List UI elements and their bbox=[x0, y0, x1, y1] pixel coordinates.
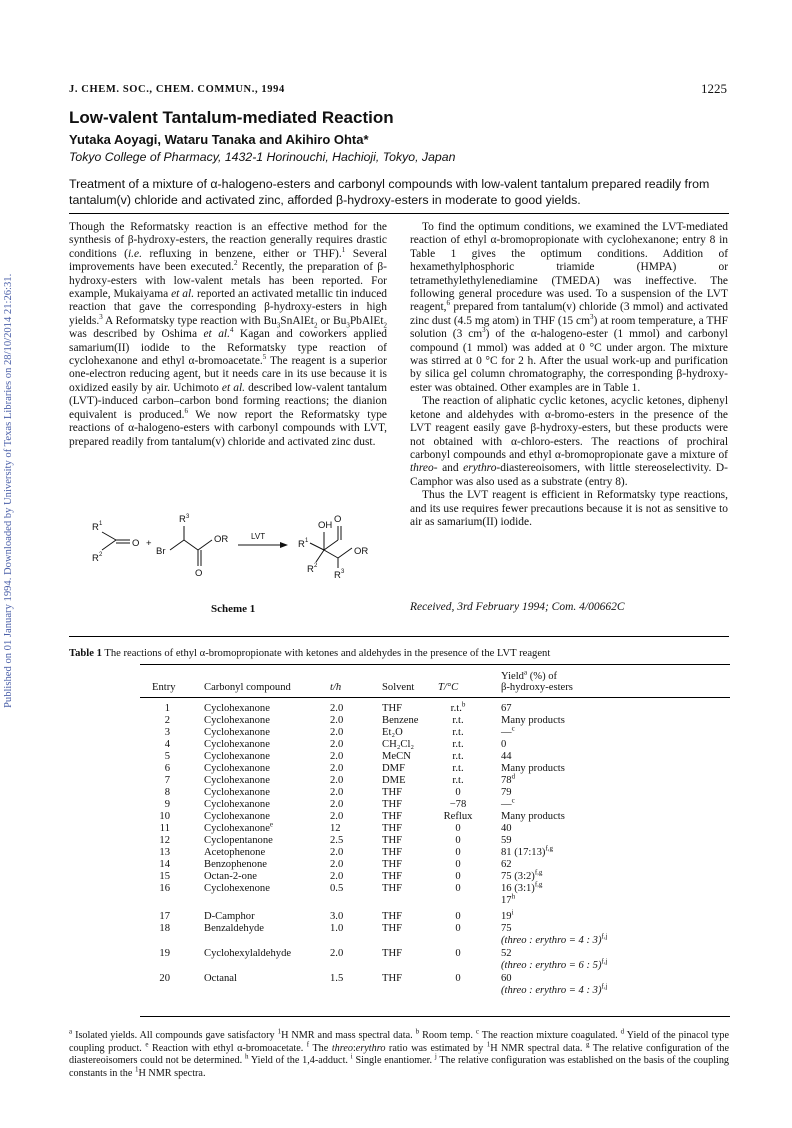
yield-cell: 62 bbox=[501, 859, 512, 870]
scheme-label: R bbox=[307, 564, 314, 575]
temp-cell: r.t. bbox=[452, 775, 464, 786]
scheme-label: 2 bbox=[314, 563, 318, 569]
scheme-label: R bbox=[92, 553, 99, 564]
scheme-label: R bbox=[334, 570, 341, 581]
compound-cell: Cyclopentanone bbox=[204, 835, 273, 846]
running-head: J. CHEM. SOC., CHEM. COMMUN., 1994 bbox=[69, 84, 285, 95]
entry-cell: 15 bbox=[159, 871, 170, 882]
time-header-text: t/h bbox=[330, 682, 342, 693]
yield-cell: 79 bbox=[501, 787, 512, 798]
page-number: 1225 bbox=[701, 81, 727, 96]
scheme-label: 2 bbox=[99, 552, 103, 558]
scheme-label: 3 bbox=[186, 514, 190, 520]
temp-cell: 0 bbox=[455, 973, 461, 984]
table-footnotes: $^a$ Isolated yields. All compounds gave satisfactory $^1$H NMR and mass spectral data. $^b$ Room temp. $^c$ The reaction mixture coagulated. $^d$ Yield of the pinacol type coupling product. $^e$ Reaction with ethyl α-bromoacetate. $^f$ The threo:erythro ratio was estimated by $^1$H NMR spectral data. $^g$ The relative configuration of the diastereoisomers could not be determined. $^h$ Yield of the 1,4-adduct. $^i$ Single enantiomer. $^j$ The relative configuration was established on the basis of the coupling constants in the $^1$H NMR spectra. bbox=[69, 1027, 730, 1079]
time-cell: 2.0 bbox=[330, 787, 344, 798]
yield-header-text: Yield bbox=[501, 671, 524, 682]
compound-cell: Acetophenone bbox=[204, 847, 266, 858]
scheme-label: R bbox=[92, 522, 99, 533]
paragraph: To find the optimum conditions, we examined the LVT-mediated reaction of ethyl α-bromopropionate with cyclohexanone; entry 8 in Table 1 gives the optimum conditions. Addition of hexamethylphosphoric triamide (HMPA) or tetramethylethylenediamine (TMEDA) was ineffective. The following general procedure was used. To a suspension of the LVT reagent,$^6$ prepared from tantalum(v) chloride (3 mmol) and activated zinc dust (4.5 mg atom) in THF (15 $cm^3$) at room temperature, a THF solution (3 $cm^3$) of the α-halogeno-ester (1 mmol) and carbonyl compound (1 mmol) was added at 0 °C under argon. The mixture was stirred at 0 °C for 2 h. After the usual work-up and purification by silica gel column chromatography, the corresponding β-hydroxy-ester was obtained. Other examples are in Table 1. bbox=[410, 221, 729, 394]
compound-cell: Benzophenone bbox=[204, 859, 267, 870]
entry-cell: 3 bbox=[164, 727, 170, 738]
time-cell: 2.0 bbox=[330, 948, 344, 959]
entry-cell: 20 bbox=[159, 973, 170, 984]
compound-cell: Cyclohexylaldehyde bbox=[204, 948, 292, 959]
time-cell: 2.0 bbox=[330, 739, 344, 750]
yield-cell: 16 (3:1)$^{f,g}$ bbox=[501, 880, 543, 894]
yield-cell: Many products bbox=[501, 763, 565, 774]
solvent-cell: THF bbox=[382, 883, 403, 894]
compound-cell: Cyclohexanone bbox=[204, 763, 270, 774]
scheme-label: R bbox=[298, 539, 305, 550]
solvent-cell: THF bbox=[382, 871, 403, 882]
col-header-yield-line2: β-hydroxy-esters bbox=[501, 682, 573, 693]
yield-cell: 81 (17:13)$^{f,g}$ bbox=[501, 844, 554, 858]
time-cell: 2.0 bbox=[330, 799, 344, 810]
entry-cell: 19 bbox=[159, 948, 170, 959]
yield-cell: 44 bbox=[501, 751, 512, 762]
compound-cell: Cyclohexanone$^e$ bbox=[204, 820, 274, 834]
temp-cell: 0 bbox=[455, 948, 461, 959]
temp-header-text: T/°C bbox=[438, 682, 459, 693]
solvent-cell: THF bbox=[382, 948, 403, 959]
table-bottom-rule bbox=[140, 1016, 730, 1017]
col-header-solvent: Solvent bbox=[382, 682, 415, 693]
time-cell: 2.0 bbox=[330, 715, 344, 726]
col-header-entry: Entry bbox=[152, 682, 176, 693]
temp-cell: −78 bbox=[449, 799, 467, 810]
time-cell: 2.0 bbox=[330, 751, 344, 762]
entry-cell: 8 bbox=[164, 787, 170, 798]
entry-cell: 12 bbox=[159, 835, 170, 846]
entry-cell: 9 bbox=[164, 799, 170, 810]
entry-cell: 16 bbox=[159, 883, 170, 894]
entry-cell: 1 bbox=[164, 703, 170, 714]
scheme-label: O bbox=[195, 568, 203, 579]
solvent-cell: Benzene bbox=[382, 715, 419, 726]
affiliation: Tokyo College of Pharmacy, 1432-1 Horinouchi, Hachioji, Tokyo, Japan bbox=[69, 150, 456, 164]
compound-cell: Cyclohexenone bbox=[204, 883, 270, 894]
scheme-label: 3 bbox=[341, 569, 345, 575]
article-title: Low-valent Tantalum-mediated Reaction bbox=[69, 108, 394, 127]
entry-cell: 14 bbox=[159, 859, 170, 870]
temp-cell: r.t. bbox=[452, 763, 464, 774]
paragraph: Though the Reformatsky reaction is an effective method for the synthesis of β-hydroxy-esters, the reaction generally requires drastic conditions (i.e. refluxing in benzene, either or THF).$^1$ Several improvements have been executed.$^2$ Recently, the preparation of β-hydroxy-esters with low-valent metals has been reported. For example, Mukaiyama et al. reported an activated metallic tin induced reaction that gave the corresponding β-hydroxy-esters in high yields.$^3$ A Reformatsky type reaction with $Bu_3SnAlEt_2$ or $Bu_3PbAlEt_2$ was described by Oshima et al.$^4$ Kagan and coworkers applied samarium(II) iodide to the Reformatsky type reaction of cyclohexanone and ethyl α-bromoacetate.$^5$ The reagent is a superior one-electron reducing agent, but it needs care in its use because it is oxidized easily by air. Uchimoto et al. described low-valent tantalum (LVT)-induced carbon–carbon bond forming reactions; the dianion equivalent is produced.$^6$ We now report the Reformatsky type reactions of α-halogeno-esters with carbonyl compounds with LVT, prepared readily from tantalum(v) chloride and activated zinc dust. bbox=[69, 221, 388, 448]
time-cell: 12 bbox=[330, 823, 341, 834]
compound-cell: Cyclohexanone bbox=[204, 775, 270, 786]
yield-cell: 78$^d$ bbox=[501, 772, 516, 786]
scheme-label: + bbox=[146, 538, 152, 549]
yield-cell: —$^c$ bbox=[501, 724, 515, 738]
temp-cell: 0 bbox=[455, 787, 461, 798]
time-cell: 2.0 bbox=[330, 703, 344, 714]
paragraph: The reaction of aliphatic cyclic ketones, acyclic ketones, diphenyl ketone and aldehydes with α-bromo-esters in the presence of the LVT reagent easily gave β-hydroxy-esters, but these products were not obtained with α-chloro-esters. The reactions of prochiral carbonyl compounds and ethyl α-bromopropionate gave a mixture of threo- and erythro-diastereoisomers, with little stereoselectivity. D-Camphor was also used as a substrate (entry 8). bbox=[410, 395, 728, 488]
compound-cell: Cyclohexanone bbox=[204, 739, 270, 750]
footnote-mark: a bbox=[523, 668, 528, 677]
temp-cell: 0 bbox=[455, 883, 461, 894]
author-list: Yutaka Aoyagi, Wataru Tanaka and Akihiro Ohta* bbox=[69, 132, 369, 147]
compound-cell: Cyclohexanone bbox=[204, 799, 270, 810]
solvent-cell: THF bbox=[382, 835, 403, 846]
temp-cell: 0 bbox=[455, 911, 461, 922]
time-cell: 2.0 bbox=[330, 775, 344, 786]
yield-detail-cell: (threo : erythro = 4 : 3)$^{f,j}$ bbox=[501, 932, 608, 946]
side-note-text: Published on 01 January 1994. Downloaded by University of Texas Libraries on 28/10/2014 21:26:31. bbox=[3, 273, 14, 708]
temp-cell: 0 bbox=[455, 835, 461, 846]
solvent-cell: THF bbox=[382, 923, 403, 934]
scheme-label: OR bbox=[214, 534, 229, 545]
yield-cell: 67 bbox=[501, 703, 512, 714]
scheme-label: 1 bbox=[305, 538, 309, 544]
compound-cell: Cyclohexanone bbox=[204, 787, 270, 798]
entry-cell: 17 bbox=[159, 911, 170, 922]
solvent-cell: CH₂Cl₂ bbox=[382, 739, 415, 750]
solvent-cell: THF bbox=[382, 799, 403, 810]
yield-cell: 59 bbox=[501, 835, 512, 846]
temp-cell: Reflux bbox=[443, 811, 473, 822]
solvent-cell: DMF bbox=[382, 763, 405, 774]
yield-cell: 40 bbox=[501, 823, 512, 834]
arrow-label: LVT bbox=[251, 532, 266, 541]
entry-cell: 10 bbox=[159, 811, 170, 822]
entry-cell: 18 bbox=[159, 923, 170, 934]
entry-cell: 2 bbox=[164, 715, 170, 726]
solvent-cell: THF bbox=[382, 911, 403, 922]
compound-cell: Cyclohexanone bbox=[204, 751, 270, 762]
solvent-cell: THF bbox=[382, 787, 403, 798]
entry-cell: 13 bbox=[159, 847, 170, 858]
scheme-label: 1 bbox=[99, 521, 103, 527]
paragraph: Thus the LVT reagent is efficient in Reformatsky type reactions, and its use requires fewer precautions because it is not as sensitive to air as samarium(II) iodide. bbox=[410, 489, 728, 528]
yield-cell: 75 bbox=[501, 923, 512, 934]
temp-cell: r.t. bbox=[452, 715, 464, 726]
solvent-cell: DME bbox=[382, 775, 406, 786]
compound-cell: Octanal bbox=[204, 973, 237, 984]
yield-detail-cell: 17$^h$ bbox=[501, 892, 516, 906]
time-cell: 2.0 bbox=[330, 871, 344, 882]
scheme-label: OH bbox=[318, 520, 333, 531]
scheme-label: O bbox=[132, 538, 140, 549]
time-cell: 0.5 bbox=[330, 883, 344, 894]
solvent-cell: THF bbox=[382, 859, 403, 870]
temp-cell: r.t. bbox=[452, 751, 464, 762]
yield-detail-cell: (threo : erythro = 6 : 5)$^{f,j}$ bbox=[501, 957, 608, 971]
time-cell: 2.0 bbox=[330, 847, 344, 858]
time-cell: 2.0 bbox=[330, 727, 344, 738]
compound-cell: Cyclohexanone bbox=[204, 811, 270, 822]
yield-cell: 0 bbox=[501, 739, 507, 750]
compound-cell: Cyclohexanone bbox=[204, 727, 270, 738]
scheme-label: R bbox=[179, 514, 186, 525]
yield-header-text: (%) of bbox=[527, 671, 558, 682]
compound-cell: D-Camphor bbox=[204, 911, 255, 922]
time-cell: 1.0 bbox=[330, 923, 344, 934]
temp-cell: r.t.$^b$ bbox=[450, 700, 466, 714]
time-cell: 2.0 bbox=[330, 811, 344, 822]
compound-cell: Octan-2-one bbox=[204, 871, 257, 882]
compound-cell: Cyclohexanone bbox=[204, 703, 270, 714]
entry-cell: 4 bbox=[164, 739, 170, 750]
table-label: Table 1 bbox=[69, 648, 102, 659]
entry-cell: 5 bbox=[164, 751, 170, 762]
yield-cell: —$^c$ bbox=[501, 796, 515, 810]
yield-cell: Many products bbox=[501, 715, 565, 726]
scheme-label: OR bbox=[354, 546, 369, 557]
time-cell: 2.5 bbox=[330, 835, 344, 846]
temp-cell: r.t. bbox=[452, 739, 464, 750]
entry-cell: 6 bbox=[164, 763, 170, 774]
temp-cell: r.t. bbox=[452, 727, 464, 738]
solvent-cell: MeCN bbox=[382, 751, 411, 762]
compound-cell: Benzaldehyde bbox=[204, 923, 265, 934]
time-cell: 3.0 bbox=[330, 911, 344, 922]
scheme-label: Br bbox=[156, 546, 166, 557]
temp-cell: 0 bbox=[455, 923, 461, 934]
yield-detail-cell: (threo : erythro = 4 : 3)$^{f,j}$ bbox=[501, 982, 608, 996]
entry-cell: 11 bbox=[159, 823, 170, 834]
solvent-cell: Et₂O bbox=[382, 727, 403, 738]
yield-cell: 75 (3:2)$^{f,g}$ bbox=[501, 868, 543, 882]
abstract: Treatment of a mixture of α-halogeno-esters and carbonyl compounds with low-valent tantalum prepared readily from tantalum(v) chloride and activated zinc, afforded β-hydroxy-esters in moderate to good yields. bbox=[69, 177, 710, 207]
solvent-cell: THF bbox=[382, 847, 403, 858]
scheme-label: O bbox=[334, 514, 342, 525]
entry-cell: 7 bbox=[164, 775, 170, 786]
time-cell: 2.0 bbox=[330, 859, 344, 870]
col-header-carbonyl: Carbonyl compound bbox=[204, 682, 291, 693]
solvent-cell: THF bbox=[382, 973, 403, 984]
temp-cell: 0 bbox=[455, 871, 461, 882]
temp-cell: 0 bbox=[455, 847, 461, 858]
yield-cell: 52 bbox=[501, 948, 512, 959]
yield-cell: 19$^i$ bbox=[501, 908, 514, 922]
solvent-cell: THF bbox=[382, 823, 403, 834]
temp-cell: 0 bbox=[455, 859, 461, 870]
yield-cell: 60 bbox=[501, 973, 512, 984]
solvent-cell: THF bbox=[382, 703, 403, 714]
time-cell: 2.0 bbox=[330, 763, 344, 774]
solvent-cell: THF bbox=[382, 811, 403, 822]
table-caption-text: The reactions of ethyl α-bromopropionate with ketones and aldehydes in the presence of the LVT reagent bbox=[104, 648, 551, 659]
compound-cell: Cyclohexanone bbox=[204, 715, 270, 726]
scheme-caption: Scheme 1 bbox=[211, 603, 256, 615]
received-date: Received, 3rd February 1994; Com. 4/00662C bbox=[410, 601, 625, 613]
time-cell: 1.5 bbox=[330, 973, 344, 984]
temp-cell: 0 bbox=[455, 823, 461, 834]
yield-cell: Many products bbox=[501, 811, 565, 822]
